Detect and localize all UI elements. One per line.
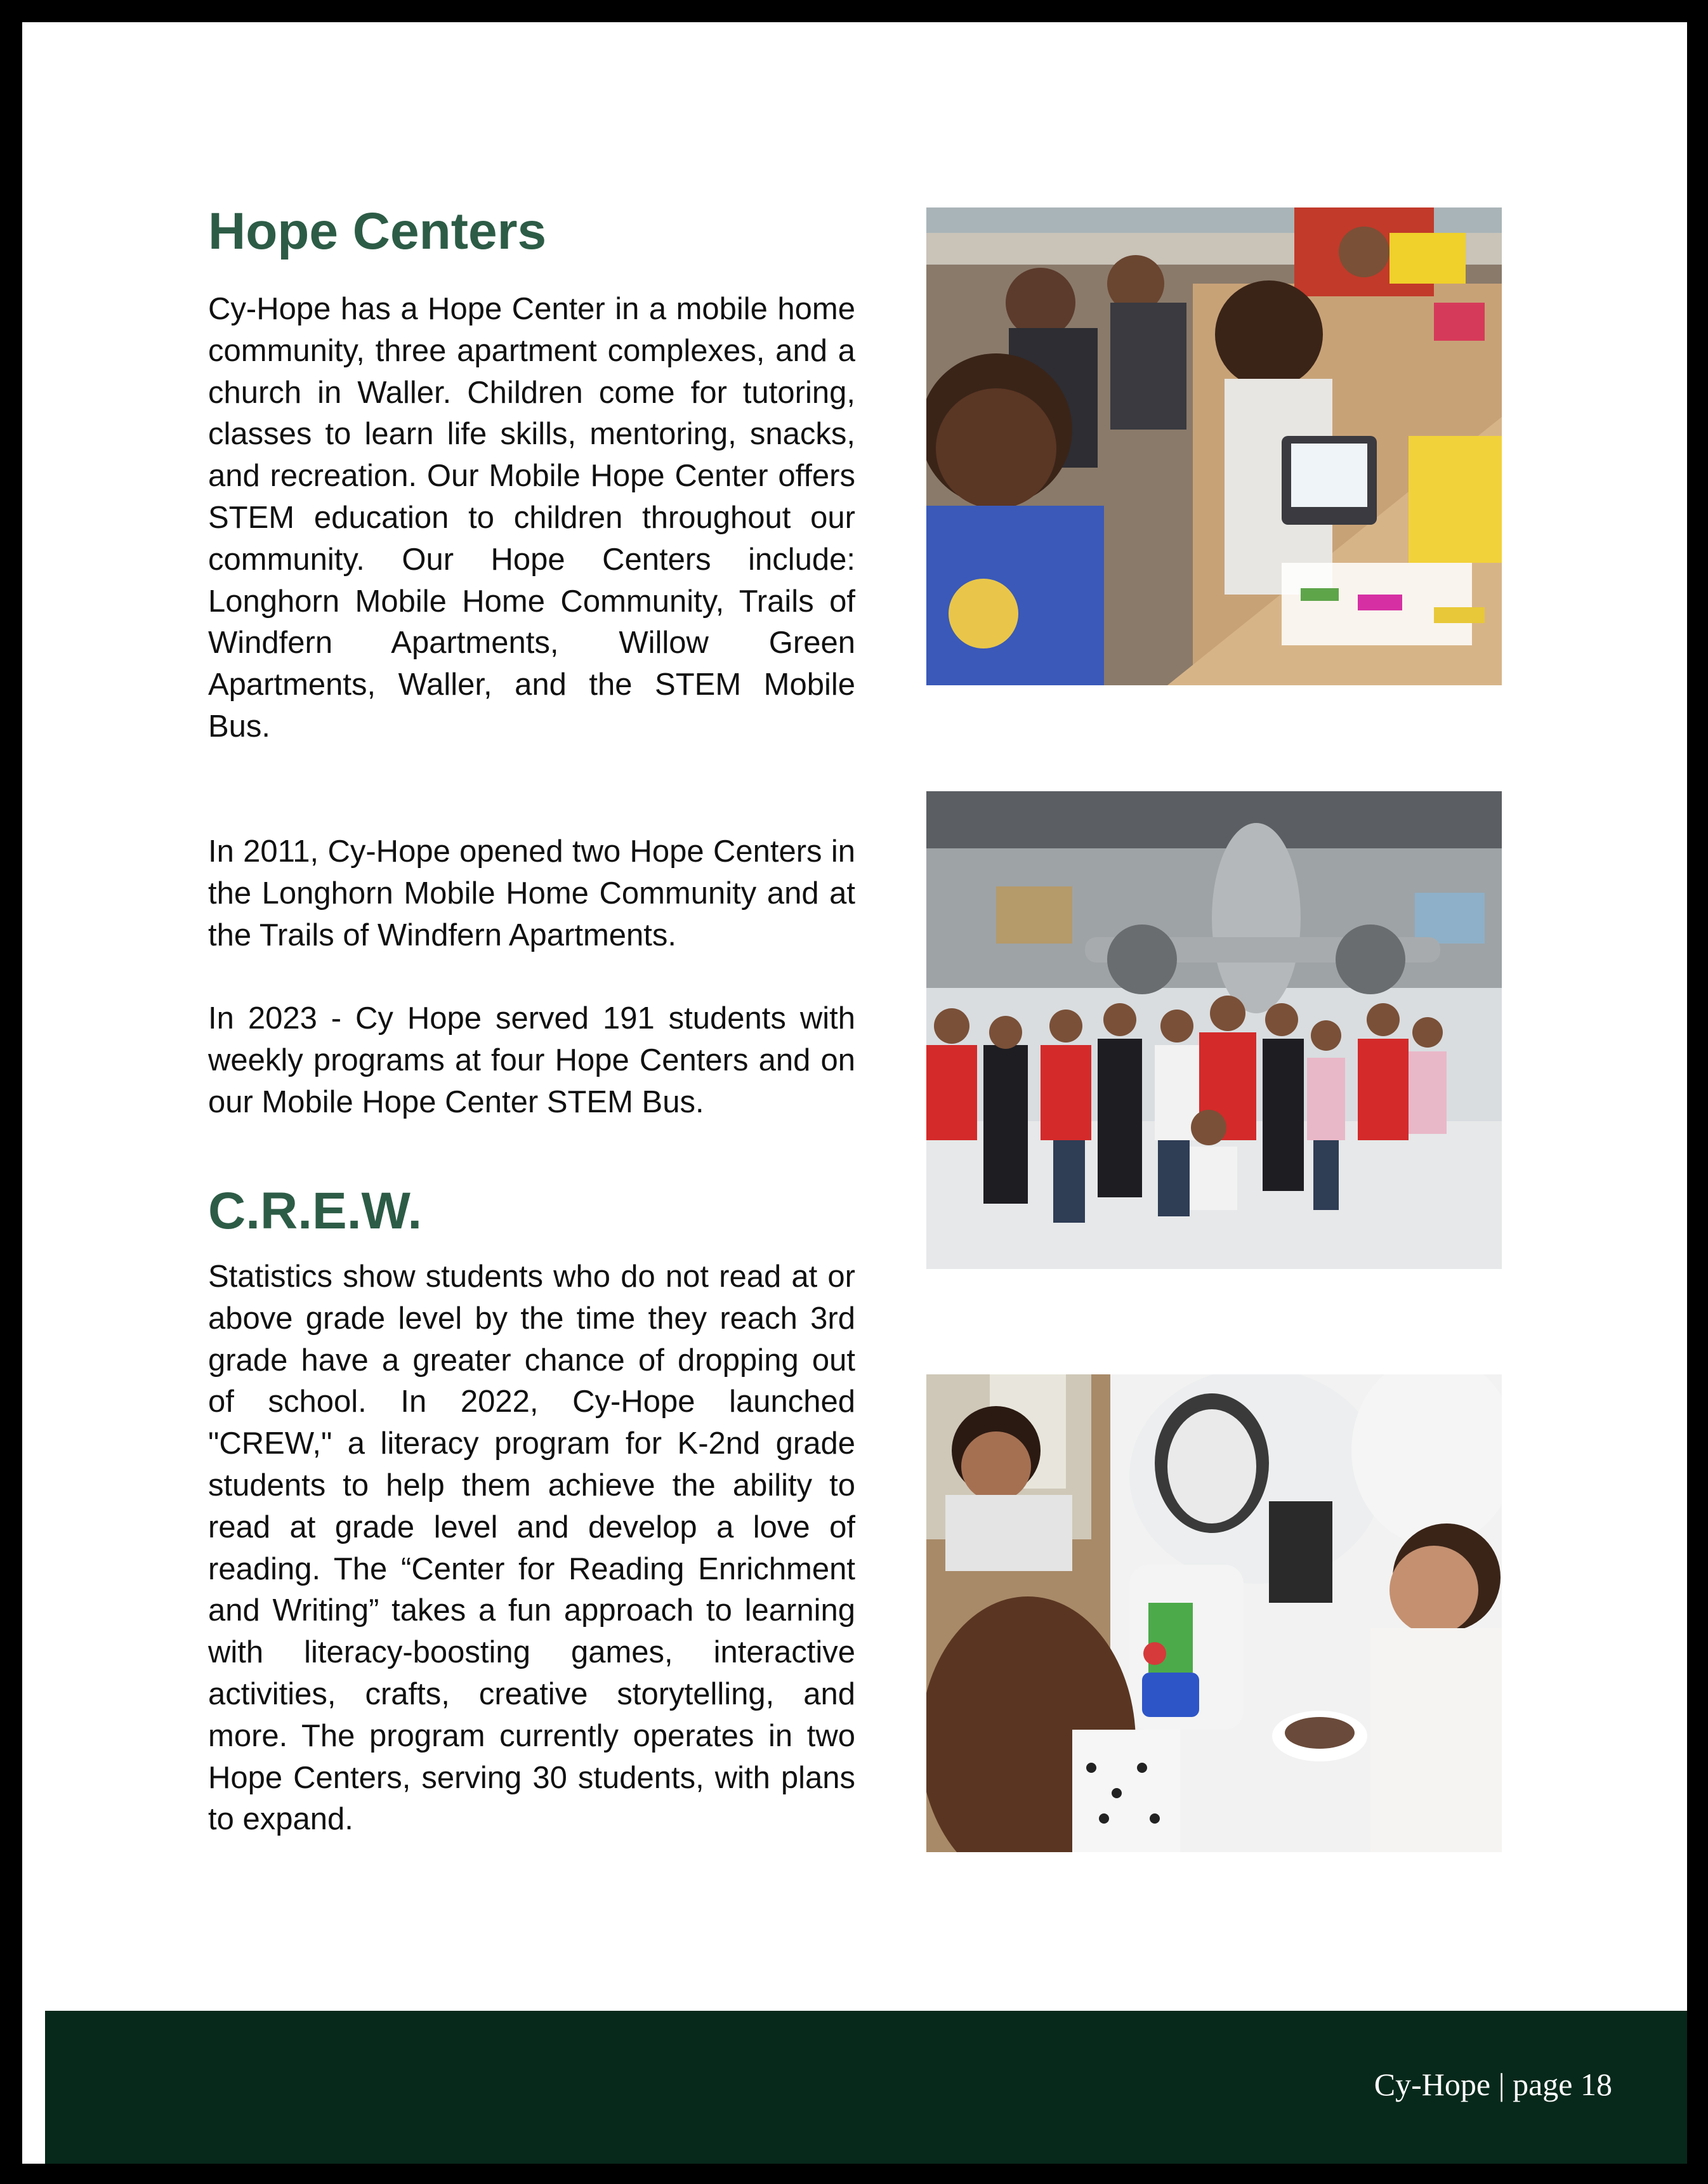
photo-stem-classroom (926, 207, 1502, 685)
page-footer (45, 2011, 1687, 2164)
document-page (22, 22, 1687, 2164)
crew-heading: C.R.E.W. (208, 1182, 423, 1240)
hope-centers-stats-paragraph: In 2023 - Cy Hope served 191 students with weekly programs at four Hope Centers and on our Mobile Hope Center STEM Bus. (208, 1001, 855, 1119)
hope-centers-heading: Hope Centers (208, 202, 547, 260)
photo-astronaut-event (926, 1374, 1502, 1852)
footer-page-label: Cy-Hope | page 18 (1374, 2067, 1612, 2102)
photo-hangar-group (926, 791, 1502, 1269)
hope-centers-history-paragraph: In 2011, Cy-Hope opened two Hope Centers in the Longhorn Mobile Home Community and at the Trails of Windfern Apartments. (208, 834, 855, 952)
hope-centers-paragraph: Cy-Hope has a Hope Center in a mobile home community, three apartment complexes, and a church in Waller. Children come for tutoring, classes to learn life skills, mentoring, snacks, and recreation. Our Mobile Hope Center offers STEM education to children throughout our community. Our Hope Centers include: Longhorn Mobile Home Community, Trails of Windfern Apartments, Willow Green Apartments, Waller, and the STEM Mobile Bus. (208, 292, 855, 744)
crew-paragraph: Statistics show students who do not read at or above grade level by the time they reach 3rd grade have a greater chance of dropping out of school. In 2022, Cy-Hope launched "CREW," a literacy program for K-2nd grade students to help them achieve the ability to read at grade level and develop a love of reading. The “Center for Reading Enrichment and Writing” takes a fun approach to learning with literacy-boosting games, interactive activities, crafts, creative storytelling, and more. The program currently operates in two Hope Centers, serving 30 students, with plans to expand. (208, 1260, 855, 1837)
